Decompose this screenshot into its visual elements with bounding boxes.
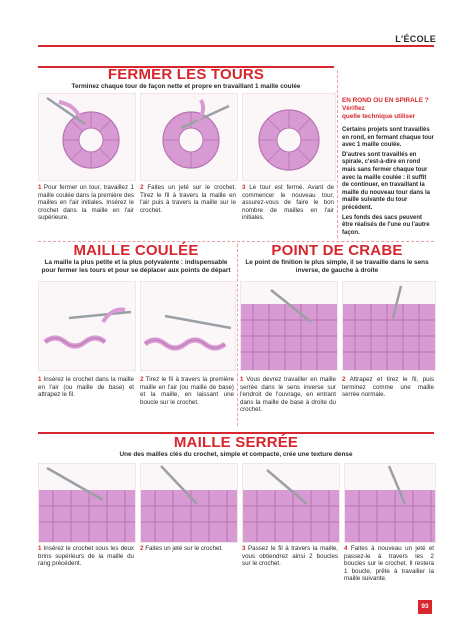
fermer-title: FERMER LES TOURS <box>107 66 265 83</box>
sidebar-divider <box>337 70 338 238</box>
coulee-subtitle: La maille la plus petite et la plus polyvalente : indispensable pour fermer les tours et pour se déplacer aux points de départ <box>41 259 231 274</box>
sidebar-title-1: EN ROND OU EN SPIRALE ? <box>342 97 429 104</box>
serree-subtitle: Une des mailles clés du crochet, simple et compacte, crée une texture dense <box>119 451 353 458</box>
coulee-step1-illustration <box>38 281 136 371</box>
header-rule <box>38 45 434 47</box>
sidebar-title-3: quelle technique utiliser <box>342 113 416 120</box>
swatch-illustration <box>343 282 435 370</box>
crabe-subtitle: Le point de finition le plus simple, il se travaille dans le sens inverse, de gauche à droite <box>245 259 429 274</box>
crabe-step2-illustration <box>342 281 436 371</box>
chain-illustration <box>39 282 135 370</box>
serree-step2-caption: 2 Faites un jeté sur le crochet. <box>140 545 223 552</box>
sidebar-text-3: Les fonds des sacs peuvent être réalisés de l'une ou l'autre façon. <box>342 214 430 236</box>
crabe-step2-caption: 2 Attrapez et tirez le fil, puis terminez comme une maille serrée normale. <box>342 376 434 399</box>
serree-title: MAILLE SERRÉE <box>173 434 299 451</box>
section-tag: L'ÉCOLE <box>395 34 436 44</box>
fermer-step2-caption: 2 Faites un jeté sur le crochet. Tirez le fil à travers la maille en l'air puis à travers la maille sur le crochet. <box>140 184 236 214</box>
fermer-step1-illustration <box>38 93 136 181</box>
serree-step4-caption: 4 Faites à nouveau un jeté et passez-le à travers les 2 boucles sur le crochet. Il restera 1 boucle, prête à travailler la maille suivante. <box>344 545 434 583</box>
chain-illustration <box>141 282 235 370</box>
crochet-ring-illustration <box>39 94 135 180</box>
fermer-step3-caption: 3 Le tour est fermé. Avant de commencer le nouveau tour, assurez-vous de faire le bon nombre de mailles en l'air initiales. <box>242 184 334 222</box>
fermer-step1-caption: 1 Pour fermer un tour, travaillez 1 maille coulée dans la première des mailles en l'air initiales. Insérez le crochet dans la maille en l'air supérieure. <box>38 184 134 222</box>
fermer-step3-illustration <box>242 93 336 181</box>
swatch-illustration <box>243 464 339 542</box>
serree-step1-caption: 1 Insérez le crochet sous les deux brins supérieurs de la maille du rang précédent. <box>38 545 134 568</box>
fermer-step2-illustration <box>140 93 238 181</box>
sidebar-box <box>342 97 434 237</box>
sidebar-title-2: Vérifiez <box>342 105 365 112</box>
swatch-illustration <box>345 464 435 542</box>
sidebar-text-1: Certains projets sont travaillés en rond, en fermant chaque tour avec 1 maille coulée. <box>342 127 435 149</box>
sidebar-text-2: D'autres sont travaillés en spirale, c'est-à-dire en rond mais sans fermer chaque tour avec la maille coulée : il suffit de continuer, en travaillant la maille du nouveau tour dans la maille suivante du tour précédent. <box>342 151 431 211</box>
swatch-illustration <box>241 282 337 370</box>
serree-step1-illustration <box>38 463 136 543</box>
coulee-step2-caption: 2 Tirez le fil à travers la première maille en l'air (ou maille de base) et la maille, en laissant une boucle sur le crochet. <box>140 376 235 406</box>
swatch-illustration <box>141 464 237 542</box>
page-number: 93 <box>418 600 432 614</box>
crabe-step1-illustration <box>240 281 338 371</box>
coulee-step1-caption: 1 Insérez le crochet dans la maille en l'air (ou maille de base) et attrapez le fil. <box>38 376 134 399</box>
crochet-ring-illustration <box>141 94 237 180</box>
coulee-step2-illustration <box>140 281 236 371</box>
column-divider <box>237 244 238 426</box>
serree-step3-caption: 3 Passez le fil à travers la maille, vous obtiendrez ainsi 2 boucles sur le crochet. <box>242 545 338 568</box>
swatch-illustration <box>39 464 135 542</box>
top-bar <box>0 0 466 38</box>
serree-step2-illustration <box>140 463 238 543</box>
crabe-step1-caption: 1 Vous devrez travailler en maille serrée dans le sens inverse sur l'endroit de l'ouvrage, en entrant dans la maille de base à droite du crochet. <box>240 376 336 414</box>
serree-step3-illustration <box>242 463 340 543</box>
crabe-title: POINT DE CRABE <box>271 242 403 259</box>
crochet-ring-illustration <box>243 94 335 180</box>
serree-step4-illustration <box>344 463 436 543</box>
coulee-title: MAILLE COULÉE <box>73 242 199 259</box>
fermer-subtitle: Terminez chaque tour de façon nette et propre en travaillant 1 maille coulée <box>71 83 301 90</box>
